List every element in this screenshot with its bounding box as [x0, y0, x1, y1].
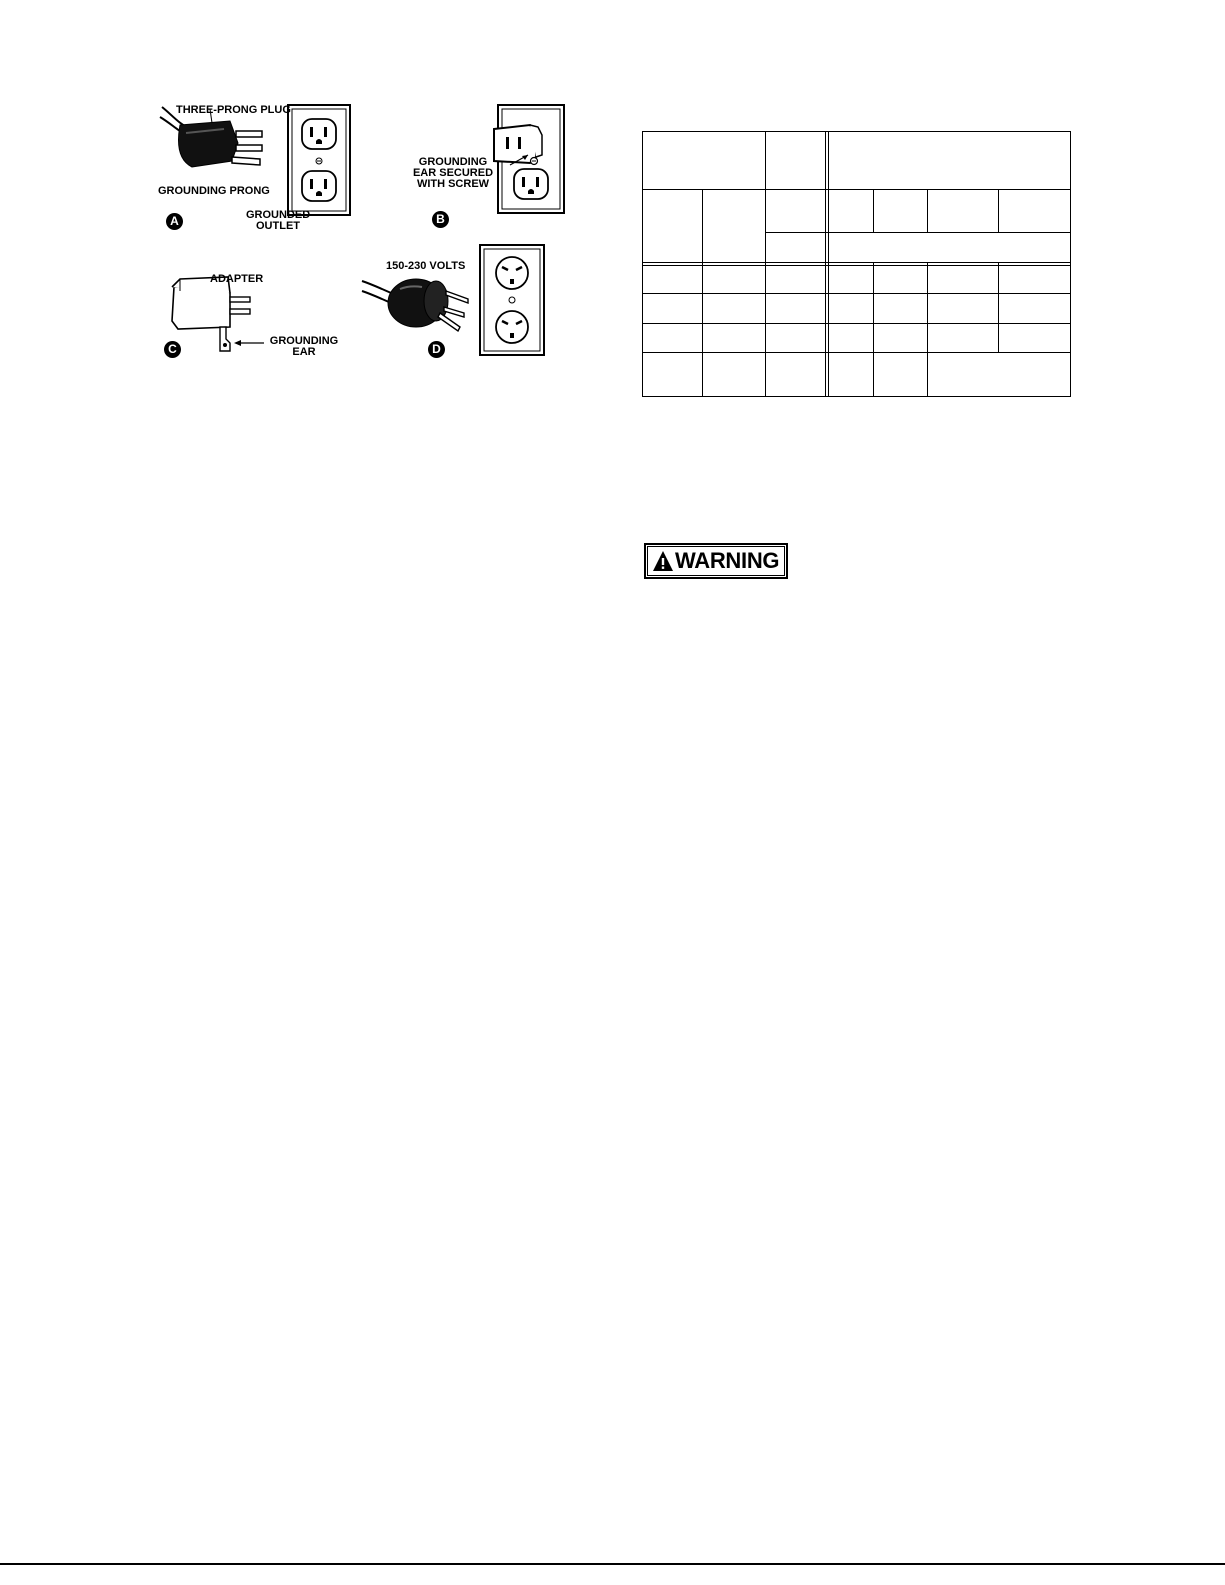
table-rule — [702, 189, 703, 397]
table-rule — [873, 189, 874, 232]
table-rule — [765, 232, 1071, 233]
three-prong-plug-label: THREE-PRONG PLUG — [176, 104, 291, 116]
extension-cord-table — [642, 131, 1071, 397]
grounded-outlet-label-line1: GROUNDED — [246, 209, 311, 221]
grounding-figure — [150, 95, 570, 395]
warning-label — [644, 543, 788, 579]
grounding-figure-drawing — [150, 95, 570, 395]
table-rule — [825, 131, 826, 397]
page-bottom-rule — [0, 1563, 1225, 1565]
panel-b-drawing — [494, 105, 564, 213]
table-rule — [642, 262, 1071, 263]
table-border — [642, 131, 1071, 397]
table-rule — [873, 262, 874, 397]
grounded-outlet-label-line2: OUTLET — [256, 220, 300, 232]
table-rule — [765, 131, 766, 397]
table-rule — [998, 262, 999, 353]
panel-c-badge: C — [164, 341, 181, 358]
table-rule — [642, 293, 1071, 294]
table-rule — [998, 189, 999, 232]
adapter-label: ADAPTER — [210, 273, 264, 285]
panel-b-badge: B — [432, 211, 449, 228]
table-rule — [927, 262, 928, 397]
grounding-ear-secured-label-line3: WITH SCREW — [416, 178, 490, 190]
table-rule — [642, 265, 1071, 266]
panel-a-drawing — [160, 105, 350, 215]
grounding-prong-label: GROUNDING PRONG — [158, 185, 270, 197]
grounding-ear-secured-label-line1: GROUNDING — [418, 156, 488, 168]
grounding-ear-label-line2: EAR — [292, 346, 316, 358]
table-rule — [828, 131, 829, 397]
panel-a-badge: A — [166, 213, 183, 230]
table-rule — [642, 352, 1071, 353]
table-rule — [642, 323, 1071, 324]
table-rule — [927, 189, 928, 232]
panel-d-badge: D — [428, 341, 445, 358]
grounding-ear-secured-label-line2: EAR SECURED — [412, 167, 494, 179]
panel-c-drawing — [172, 277, 264, 351]
warning-triangle-icon — [652, 550, 674, 572]
table-rule — [642, 189, 1071, 190]
volts-label: 150-230 VOLTS — [386, 260, 466, 272]
warning-text: WARNING — [675, 548, 780, 573]
grounding-ear-label-line1: GROUNDING — [269, 335, 339, 347]
